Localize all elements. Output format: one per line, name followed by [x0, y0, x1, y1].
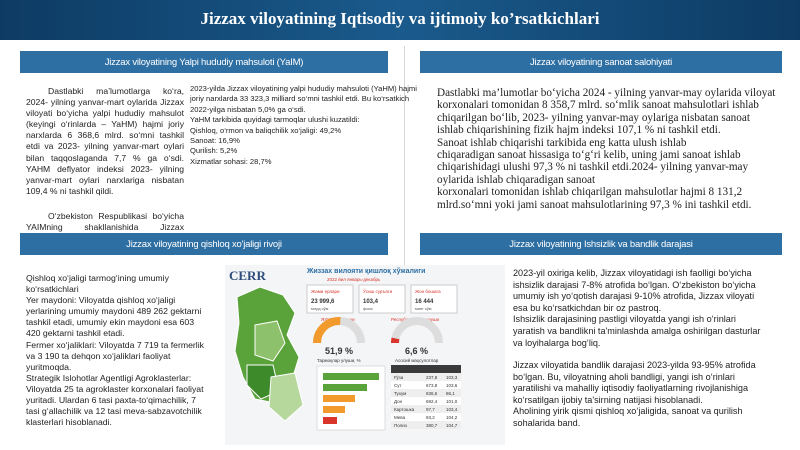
table-cell: 86,1 — [446, 391, 455, 396]
table-cell: Картошка — [394, 407, 415, 412]
header-bar — [0, 0, 800, 40]
section-title-industry: Jizzax viloyatining sanoat salohiyati — [420, 51, 782, 73]
industry-line: oylarida ishlab chiqaradigan sanoat — [437, 173, 596, 186]
employment-line: Aholining yirik qismi qishloq xo‘jaligida, sanoat va qurilish — [513, 406, 743, 417]
table-title: Асосий маҳсулотлар — [395, 358, 439, 363]
bar — [323, 373, 379, 380]
products-table — [391, 373, 461, 429]
agri-line: Yer maydoni: Viloyatda qishloq xo‘jaligi — [26, 295, 176, 306]
table-cell: Ғўза — [394, 375, 404, 380]
industry-line: mlrd.so‘mni yoki jami sanoat mahsulotlarining 97,3 % ini tashkil etdi. — [437, 198, 752, 211]
industry-line: ishlab chiqarishining fizik hajm indeksi 107,1 % ni tashkil etdi. — [437, 124, 721, 137]
table-cell: 380,7 — [426, 423, 438, 428]
gdp-note-line: Qishloq, o‘rmon va baliqchilik xo‘jaligi: 49,2% — [190, 125, 342, 135]
stat-value: 16 444 — [415, 299, 434, 305]
stat-label: Ўсиш суръати — [363, 289, 393, 294]
agri-line: yuritadi. Ulardan 6 tasi paxta-to‘qimachilik, 7 — [26, 395, 196, 406]
employment-line: yaratish va bandlikni ta'minlashda amalga oshirilgan dasturlar — [513, 325, 761, 336]
table-cell: 104,2 — [446, 415, 458, 420]
employment-line: Jizzax viloyatida bandlik darajasi 2023-yilda 93-95% atrofida — [513, 360, 756, 370]
gdp-note-line: Xizmatlar sohasi: 28,7% — [190, 156, 272, 166]
stat-unit: минг сўм — [415, 306, 432, 311]
page-title: Jizzax viloyatining Iqtisodiy va ijtimoiy ko’rsatkichlari — [200, 9, 600, 28]
gdp-note-line: 2023-yilda Jizzax viloyatining yalpi hududiy mahsuloti (YaHM) hajmi — [190, 84, 417, 93]
employment-text-2 — [513, 360, 793, 430]
employment-line: umumiy ish yo‘qotish darajasi 9-10% atrofida, Jizzax viloyati — [513, 291, 755, 302]
table-cell: 103,4 — [446, 407, 458, 412]
gdp-note-line: YaHM tarkibida quyidagi tarmoqlar ulushi kuzatildi: — [190, 115, 360, 125]
section-title-employment: Jizzax viloyatining Ishsizlik va bandlik darajasi — [420, 233, 782, 255]
table-cell: 692,4 — [426, 399, 438, 404]
gdp-note-line: Sanoat: 16,9% — [190, 136, 240, 146]
table-cell: 93,2 — [426, 415, 435, 420]
employment-line: 2023-yil oxiriga kelib, Jizzax viloyatidagi ish faolligi bo‘yicha — [513, 268, 752, 278]
map-region-east — [269, 373, 303, 421]
gauge1-fill — [317, 321, 340, 343]
gdp-side-notes — [190, 84, 430, 167]
table-cell: Дон — [394, 399, 403, 404]
table-cell: Полиз — [394, 423, 407, 428]
industry-line: korxonalari tomonidan 8 358,7 mlrd. so‘mlik sanoat mahsulotlari ishlab — [437, 99, 759, 112]
gdp-note-line: 2022-yilga nisbatan 5,0% ga o‘sdi. — [190, 104, 306, 114]
gdp-paragraph: Dastlabki ma’lumotlarga ko‘ra, 2024- yilning yanvar-mart oylarida Jizzax viloyati bo‘yicha yalpi hududiy mahsulot (keyingi o‘rinlarda – YaHM) hajmi joriy narxlarda 6 368,6 mlrd. so‘mni tashkil etdi va 2023- yilning yanvar-mart oylari bilan taqqoslaganda 7,7 % ga o‘sdi. YAHM deflyator indeksi 2023- yilning yanvar-mart oylari narxlariga nisbatan 109,4 % ni tashkil qildi. — [26, 86, 184, 196]
agri-line: Strategik Islohotlar Agentligi Agroklasterlar: — [26, 372, 192, 383]
agri-line: ko‘rsatkichlari — [26, 284, 79, 295]
gauge2-track — [395, 321, 439, 343]
bar — [323, 384, 367, 391]
stat-unit: фоиз — [363, 306, 373, 311]
employment-line: ishsizlik darajasi 7-8% atrofida bo‘lgan. O‘zbekiston bo‘yicha — [513, 279, 756, 290]
employment-line: va loyihalarga bog‘liq. — [513, 337, 601, 348]
agri-line: 420 gektarni tashkil etadi. — [26, 328, 125, 339]
table-cell: Тухум — [394, 391, 407, 396]
table-cell: 237,8 — [426, 375, 438, 380]
section-title-agriculture: Jizzax viloyatining qishloq xo'jaligi rivoji — [20, 233, 388, 255]
industry-line: chiqaradigan sanoat hissasiga to‘g‘ri kelib, uning jami sanoat ishlab — [437, 149, 741, 162]
gauge2-value: 6,6 % — [405, 346, 429, 356]
table-cell: 101,0 — [446, 399, 458, 404]
agri-line: tashkil etadi, umumiy ekin maydoni esa 603 — [26, 317, 195, 328]
gauge2-label: Республикадаги улуши — [391, 317, 440, 322]
industry-line: Sanoat ishlab chiqarishi tarkibida eng katta ulush ishlab — [437, 136, 687, 149]
agri-line: va 3 190 ta dehqon xo‘jaliklari faoliyat — [26, 350, 171, 361]
employment-line: ko‘rsatilgan ijobiy ta'sirning natijasi hisoblanadi. — [513, 394, 703, 405]
employment-line: sohalarida band. — [513, 417, 581, 428]
industry-line: Dastlabki ma’lumotlar bo‘yicha 2024 - yilning yanvar-may oylarida viloyat — [437, 87, 776, 99]
agri-line: Viloyatda 25 ta agroklaster korxonalari faoliyat — [26, 383, 204, 394]
bars-title: Тармоқлар улуши, % — [317, 358, 361, 363]
gdp-note-line: joriy narxlarda 33 323,3 milliard so‘mni tashkil etdi. Bu ko‘rsatkich — [190, 94, 410, 104]
agri-line: klasterlari hisoblanadi. — [26, 417, 112, 428]
table-cell: 103,6 — [446, 383, 458, 388]
gauge1-label: ЯҲМдаги улуши — [321, 317, 355, 322]
industry-line: chiqarilgan bo‘lib, 2023- yilning yanvar-may oylariga nisbatan sanoat — [437, 111, 750, 124]
gdp-contribution-paragraph: O‘zbekiston Respublikasi bo‘yicha YAIMning shakllanishida Jizzax — [26, 211, 184, 233]
table-cell: Мева — [394, 415, 406, 420]
table-header — [391, 365, 461, 373]
stat-value: 23 999,6 — [311, 299, 335, 305]
table-cell: 97,7 — [426, 407, 435, 412]
table-cell: 103,3 — [446, 375, 458, 380]
employment-line: esa bu ko‘rsatkichdan bir oz pastroq. — [513, 302, 662, 313]
bar — [323, 417, 337, 424]
agri-line: Fermer xo‘jaliklari: Viloyatda 7 719 ta fermerlik — [26, 339, 205, 350]
bar — [323, 395, 355, 402]
agri-line: yuritmoqda. — [26, 361, 72, 372]
cerr-logo: CERR — [229, 268, 266, 283]
industry-line: chiqarishidagi ulushi 97,3 % ni tashkil etdi.2024- yilning yanvar-may — [437, 161, 749, 174]
industry-line: korxonalari tomonidan ishlab chiqarilgan mahsulotlar hajmi 8 131,2 — [437, 186, 743, 199]
agri-line: yerlarining umumiy maydoni 489 262 gektarni — [26, 306, 202, 317]
stat-value: 103,4 — [363, 299, 379, 305]
table-cell: 104,7 — [446, 423, 458, 428]
stat-label: Жами ерлари — [311, 289, 340, 294]
stat-unit: млрд сўм — [311, 306, 329, 311]
section-title-gdp: Jizzax viloyatining Yalpi hududiy mahsuloti (YaIM) — [20, 51, 388, 73]
agri-line: Qishloq xo‘jaligi tarmog‘ining umumiy — [26, 273, 169, 283]
gauge1-value: 51,9 % — [325, 346, 354, 356]
agriculture-text — [26, 273, 222, 428]
infographic-subtitle: 2022 йил январь-декабрь — [327, 277, 381, 282]
gdp-note-line: Qurilish: 5,2% — [190, 146, 238, 156]
employment-line: Ishsizlik darajasining pastligi viloyatda yangi ish o‘rinlari — [513, 314, 736, 325]
stat-label: Жон бошига — [415, 289, 441, 294]
bar — [323, 406, 345, 413]
infographic-title: Жиззах вилояти қишлоқ хўжалиги — [307, 268, 426, 275]
employment-line: yaratilishi va mahalliy iqtisodiy faoliyatlarning rivojlanishiga — [513, 383, 749, 394]
agriculture-infographic — [225, 265, 505, 445]
employment-line: bo‘lgan. Bu, viloyatning aholi bandligi, yangi ish o‘rinlari — [513, 371, 735, 382]
table-cell: 836,6 — [426, 391, 438, 396]
agri-line: tasi g‘allachilik va 12 tasi meva-sabzavotchilik — [26, 406, 202, 417]
industry-text — [437, 87, 787, 211]
table-cell: 673,8 — [426, 383, 438, 388]
employment-text-1 — [513, 268, 793, 349]
table-cell: Сут — [394, 383, 402, 388]
infographic-graphic — [225, 265, 505, 445]
